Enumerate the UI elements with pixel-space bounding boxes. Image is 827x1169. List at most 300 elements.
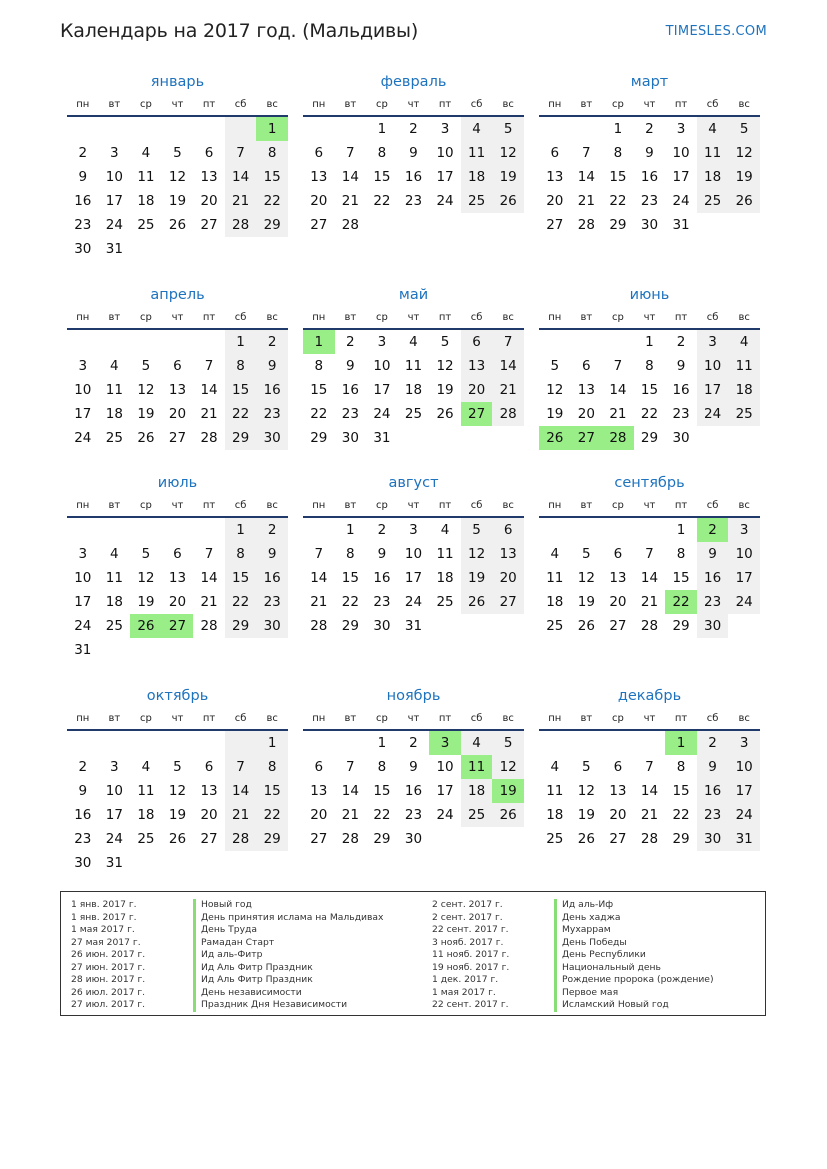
holiday-marker (554, 949, 557, 962)
day-cell: 22 (310, 406, 328, 422)
day-cell: 19 (492, 165, 524, 189)
day-cell: 6 (613, 546, 623, 562)
weekday-header (303, 708, 524, 731)
day-cell: 14 (200, 570, 218, 586)
day-cell: 15 (256, 779, 288, 803)
weekday-header (67, 495, 288, 518)
day-cell: 8 (676, 759, 686, 775)
week-row (303, 566, 524, 590)
day-cell: 2 (377, 522, 387, 538)
weekday-label: чт (407, 99, 420, 110)
weekday-label: ср (139, 312, 152, 323)
day-cell: 3 (78, 546, 88, 562)
legend-row (432, 999, 714, 1012)
day-cell: 17 (373, 382, 391, 398)
empty-cell (492, 827, 524, 851)
day-cell: 12 (577, 783, 595, 799)
legend-date: 27 июл. 2017 г. (71, 999, 146, 1010)
day-cell: 20 (461, 378, 493, 402)
week-row (303, 518, 524, 542)
day-cell: 30 (256, 426, 288, 450)
day-cell: 5 (440, 334, 450, 350)
day-cell: 27 (609, 831, 627, 847)
weekday-label: ср (611, 500, 624, 511)
day-cell: 8 (377, 759, 387, 775)
week-row (303, 117, 524, 141)
empty-cell (256, 638, 288, 662)
weekday-label: вт (108, 500, 121, 511)
day-cell: 10 (373, 358, 391, 374)
day-cell: 3 (110, 759, 119, 775)
day-cell: 7 (314, 546, 324, 562)
day-cell: 18 (461, 779, 493, 803)
weekday-label: вс (266, 99, 278, 110)
empty-cell (429, 614, 461, 638)
day-cell: 30 (74, 241, 92, 257)
day-cell: 4 (110, 546, 119, 562)
weekday-label: чт (171, 713, 184, 724)
day-cell: 14 (341, 783, 359, 799)
day-cell: 7 (645, 546, 654, 562)
legend-holiday-name: Праздник Дня Независимости (201, 999, 348, 1010)
legend-row (71, 999, 384, 1012)
day-cell: 28 (492, 402, 524, 426)
month-name: март (630, 74, 669, 90)
empty-cell (539, 117, 571, 141)
day-cell: 1 (377, 121, 387, 137)
month-7 (303, 471, 524, 638)
day-cell: 25 (546, 831, 564, 847)
week-row (303, 614, 524, 638)
day-cell: 3 (697, 330, 729, 354)
day-cell: 11 (697, 141, 729, 165)
legend-date: 1 дек. 2017 г. (432, 974, 499, 985)
day-cell: 17 (105, 193, 123, 209)
day-cell: 22 (373, 193, 391, 209)
day-cell: 7 (204, 358, 214, 374)
day-cell: 21 (200, 406, 218, 422)
day-cell: 21 (609, 406, 627, 422)
day-cell: 10 (728, 755, 760, 779)
day-cell: 1 (256, 731, 288, 755)
weekday-label: чт (171, 99, 184, 110)
weekday-label: сб (470, 500, 483, 511)
day-cell: 28 (602, 426, 634, 450)
day-cell: 27 (200, 831, 218, 847)
day-cell: 19 (168, 193, 187, 209)
empty-cell (571, 117, 603, 141)
month-9 (67, 684, 288, 875)
day-cell: 28 (200, 430, 218, 446)
week-row (67, 638, 288, 662)
day-cell: 20 (609, 807, 627, 823)
week-row (539, 614, 760, 638)
day-cell: 18 (105, 594, 123, 610)
empty-cell (162, 731, 194, 755)
day-cell: 15 (373, 783, 391, 799)
day-cell: 26 (539, 426, 571, 450)
day-cell: 13 (461, 354, 493, 378)
day-cell: 14 (341, 169, 359, 185)
weekday-label: ср (139, 99, 152, 110)
week-row (303, 731, 524, 755)
day-cell: 4 (409, 334, 418, 350)
weekday-header (67, 708, 288, 731)
day-cell: 11 (461, 141, 493, 165)
day-cell: 21 (225, 189, 257, 213)
empty-cell (697, 426, 729, 450)
day-cell: 7 (225, 141, 257, 165)
day-cell: 6 (582, 358, 591, 374)
day-cell: 20 (168, 594, 187, 610)
day-cell: 18 (546, 594, 564, 610)
month-name: декабрь (617, 688, 682, 704)
day-cell: 29 (225, 614, 257, 638)
legend-holiday-name: Ид аль-Фитр (201, 949, 263, 960)
legend-holiday-name: День принятия ислама на Мальдивах (201, 911, 384, 923)
day-cell: 22 (609, 193, 627, 209)
legend-row (432, 962, 714, 975)
day-cell: 14 (310, 570, 328, 586)
day-cell: 30 (341, 430, 359, 446)
week-row (67, 731, 288, 755)
day-cell: 9 (78, 169, 88, 185)
day-cell: 30 (697, 827, 729, 851)
week-row (67, 141, 288, 165)
day-cell: 5 (492, 731, 524, 755)
week-row (67, 165, 288, 189)
holiday-marker (554, 912, 557, 925)
day-cell: 28 (341, 831, 359, 847)
weekday-header (67, 307, 288, 330)
day-cell: 9 (346, 358, 355, 374)
day-cell: 27 (310, 217, 328, 233)
day-cell: 25 (461, 189, 493, 213)
day-cell: 16 (404, 783, 423, 799)
weekday-label: сб (706, 312, 719, 323)
day-cell: 8 (225, 542, 257, 566)
weekday-label: чт (643, 500, 656, 511)
day-cell: 27 (546, 217, 564, 233)
weekday-header (303, 94, 524, 117)
empty-cell (335, 731, 367, 755)
day-cell: 25 (404, 406, 423, 422)
day-cell: 24 (105, 217, 123, 233)
weekday-label: пт (674, 99, 688, 110)
day-cell: 23 (256, 590, 288, 614)
day-cell: 24 (728, 803, 760, 827)
day-cell: 24 (74, 618, 92, 634)
day-cell: 13 (310, 783, 328, 799)
week-row (539, 518, 760, 542)
day-cell: 3 (78, 358, 88, 374)
day-cell: 26 (577, 618, 595, 634)
day-cell: 1 (256, 117, 288, 141)
day-cell: 31 (74, 642, 92, 658)
legend-row (71, 949, 384, 962)
day-cell: 25 (728, 402, 760, 426)
day-cell: 19 (168, 807, 187, 823)
day-cell: 20 (577, 406, 595, 422)
day-cell: 25 (105, 618, 123, 634)
day-cell: 22 (225, 402, 257, 426)
weekday-label: ср (375, 99, 388, 110)
month-name: май (398, 287, 429, 303)
day-cell: 19 (492, 779, 524, 803)
site-link[interactable]: TIMESLES.COM (665, 24, 767, 39)
day-cell: 4 (728, 330, 760, 354)
day-cell: 29 (341, 618, 359, 634)
holiday-marker (193, 974, 196, 987)
week-row (67, 590, 288, 614)
day-cell: 12 (577, 570, 595, 586)
empty-cell (162, 237, 194, 261)
day-cell: 4 (697, 117, 729, 141)
day-cell: 26 (436, 406, 454, 422)
day-cell: 28 (640, 831, 659, 847)
day-cell: 11 (728, 354, 760, 378)
day-cell: 17 (436, 783, 454, 799)
day-cell: 4 (110, 358, 119, 374)
day-cell: 27 (571, 426, 603, 450)
weekday-label: чт (171, 500, 184, 511)
empty-cell (130, 638, 162, 662)
month-name: апрель (150, 287, 205, 303)
day-cell: 17 (672, 169, 690, 185)
day-cell: 3 (110, 145, 119, 161)
day-cell: 18 (728, 378, 760, 402)
day-cell: 11 (546, 570, 564, 586)
day-cell: 17 (105, 807, 123, 823)
month-10 (303, 684, 524, 851)
day-cell: 4 (440, 522, 450, 538)
week-row (67, 755, 288, 779)
empty-cell (162, 851, 194, 875)
day-cell: 21 (492, 378, 524, 402)
legend-date: 3 нояб. 2017 г. (432, 936, 504, 948)
day-cell: 28 (341, 217, 359, 233)
day-cell: 22 (341, 594, 359, 610)
day-cell: 2 (697, 731, 729, 755)
day-cell: 4 (550, 759, 560, 775)
week-row (539, 330, 760, 354)
day-cell: 5 (550, 358, 560, 374)
day-cell: 1 (377, 735, 387, 751)
day-cell: 24 (74, 430, 92, 446)
day-cell: 7 (613, 358, 623, 374)
holiday-marker (554, 937, 557, 950)
holiday-marker (193, 987, 196, 1000)
day-cell: 29 (672, 618, 690, 634)
day-cell: 17 (436, 169, 454, 185)
day-cell: 15 (373, 169, 391, 185)
day-cell: 13 (609, 570, 627, 586)
day-cell: 18 (546, 807, 564, 823)
empty-cell (602, 731, 634, 755)
month-6 (67, 471, 288, 662)
page-title: Календарь на 2017 год. (Мальдивы) (60, 20, 419, 42)
weekday-label: вт (108, 99, 121, 110)
day-cell: 8 (613, 145, 623, 161)
day-cell: 6 (492, 518, 524, 542)
legend-holiday-name: Рождение пророка (рождение) (562, 974, 714, 985)
day-cell: 9 (377, 546, 387, 562)
day-cell: 18 (137, 807, 155, 823)
empty-cell (193, 237, 225, 261)
weekday-label: вс (266, 312, 278, 323)
legend-holiday-name: Ид аль-Иф (562, 899, 614, 910)
empty-cell (162, 117, 194, 141)
weekday-header (539, 708, 760, 731)
day-cell: 17 (728, 566, 760, 590)
day-cell: 12 (492, 141, 524, 165)
empty-cell (162, 638, 194, 662)
day-cell: 13 (546, 169, 564, 185)
day-cell: 8 (256, 141, 288, 165)
week-row (303, 426, 524, 450)
day-cell: 18 (137, 193, 155, 209)
legend-holiday-name: Ид Аль Фитр Праздник (201, 961, 313, 973)
day-cell: 30 (640, 217, 659, 233)
day-cell: 17 (74, 406, 92, 422)
day-cell: 16 (373, 570, 391, 586)
legend-row (432, 924, 714, 937)
holiday-legend (60, 891, 766, 1016)
weekday-label: вс (502, 312, 514, 323)
empty-cell (225, 731, 257, 755)
day-cell: 30 (373, 618, 391, 634)
day-cell: 25 (137, 217, 155, 233)
legend-date: 27 июн. 2017 г. (71, 961, 146, 973)
day-cell: 24 (697, 402, 729, 426)
day-cell: 26 (492, 189, 524, 213)
empty-cell (429, 426, 461, 450)
week-row (303, 779, 524, 803)
day-cell: 1 (676, 522, 686, 538)
week-row (539, 354, 760, 378)
weekday-label: пт (674, 713, 688, 724)
weekday-label: пн (548, 99, 562, 110)
day-cell: 20 (310, 807, 328, 823)
day-cell: 3 (676, 121, 686, 137)
day-cell: 10 (436, 759, 454, 775)
legend-date: 22 сент. 2017 г. (432, 999, 509, 1010)
day-cell: 2 (645, 121, 654, 137)
holiday-marker (554, 962, 557, 975)
week-row (539, 731, 760, 755)
weekday-label: вт (580, 312, 593, 323)
weekday-label: вс (738, 312, 750, 323)
day-cell: 2 (676, 334, 686, 350)
empty-cell (461, 426, 493, 450)
legend-holiday-name: Мухаррам (562, 924, 611, 935)
empty-cell (99, 518, 131, 542)
day-cell: 5 (141, 358, 151, 374)
day-cell: 8 (225, 354, 257, 378)
day-cell: 11 (137, 783, 155, 799)
day-cell: 17 (74, 594, 92, 610)
empty-cell (335, 117, 367, 141)
day-cell: 23 (640, 193, 659, 209)
week-row (539, 117, 760, 141)
day-cell: 22 (672, 807, 690, 823)
day-cell: 21 (577, 193, 595, 209)
empty-cell (225, 117, 257, 141)
weekday-label: вс (738, 500, 750, 511)
day-cell: 9 (697, 755, 729, 779)
day-cell: 26 (130, 614, 162, 638)
day-cell: 10 (105, 783, 123, 799)
legend-holiday-name: День Республики (562, 949, 646, 960)
day-cell: 14 (640, 783, 659, 799)
day-cell: 3 (728, 731, 760, 755)
day-cell: 19 (137, 406, 155, 422)
day-cell: 4 (550, 546, 560, 562)
day-cell: 1 (225, 518, 257, 542)
legend-date: 1 мая 2017 г. (432, 986, 496, 998)
day-cell: 14 (200, 382, 218, 398)
day-cell: 25 (105, 430, 123, 446)
weekday-label: вт (344, 500, 357, 511)
month-name: август (388, 475, 439, 491)
day-cell: 27 (168, 430, 187, 446)
weekday-label: пт (438, 500, 452, 511)
day-cell: 27 (310, 831, 328, 847)
day-cell: 20 (609, 594, 627, 610)
week-row (303, 378, 524, 402)
day-cell: 10 (672, 145, 690, 161)
day-cell: 3 (440, 121, 450, 137)
day-cell: 15 (225, 566, 257, 590)
week-row (67, 614, 288, 638)
weekday-label: чт (643, 312, 656, 323)
empty-cell (162, 518, 194, 542)
day-cell: 14 (225, 165, 257, 189)
legend-column-left (71, 899, 384, 1012)
legend-holiday-name: Ид Аль Фитр Праздник (201, 974, 313, 985)
day-cell: 6 (550, 145, 560, 161)
empty-cell (303, 117, 335, 141)
day-cell: 17 (728, 779, 760, 803)
day-cell: 27 (492, 590, 524, 614)
weekday-label: пт (438, 713, 452, 724)
week-row (67, 117, 288, 141)
weekday-label: сб (234, 312, 247, 323)
weekday-label: вс (738, 99, 750, 110)
day-cell: 14 (492, 354, 524, 378)
day-cell: 31 (728, 827, 760, 851)
day-cell: 7 (346, 145, 355, 161)
month-2 (539, 70, 760, 237)
day-cell: 15 (341, 570, 359, 586)
empty-cell (193, 638, 225, 662)
day-cell: 13 (200, 169, 218, 185)
week-row (67, 803, 288, 827)
day-cell: 28 (200, 618, 218, 634)
empty-cell (571, 731, 603, 755)
weekday-label: ср (139, 713, 152, 724)
legend-date: 1 янв. 2017 г. (71, 911, 137, 923)
week-row (67, 518, 288, 542)
month-5 (539, 283, 760, 450)
empty-cell (67, 731, 99, 755)
week-row (67, 779, 288, 803)
day-cell: 21 (341, 807, 359, 823)
empty-cell (398, 213, 430, 237)
day-cell: 13 (168, 570, 187, 586)
empty-cell (256, 851, 288, 875)
legend-holiday-name: Национальный день (562, 961, 661, 973)
